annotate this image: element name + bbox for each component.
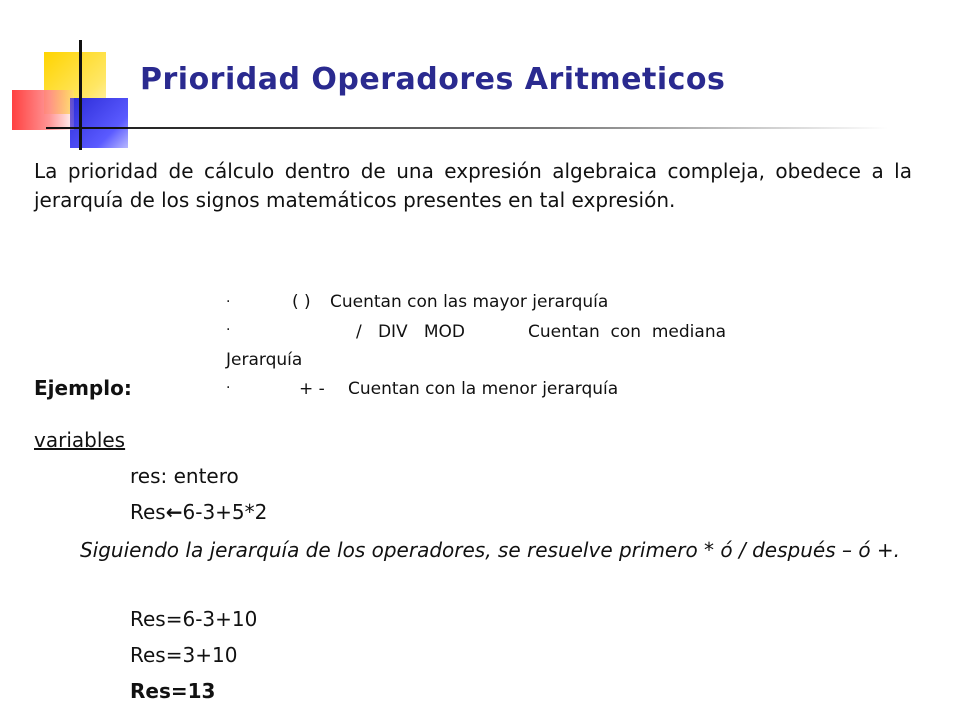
assignment-rhs: 6-3+5*2 <box>182 500 268 524</box>
logo-red-square <box>12 90 74 130</box>
rule-bullet: · <box>226 294 231 310</box>
rule-bullet: · <box>226 380 231 396</box>
rule-text: Cuentan con la menor jerarquía <box>348 379 619 399</box>
assignment-line <box>130 500 267 524</box>
step-line: Res=6-3+10 <box>130 607 258 631</box>
result-line: Res=13 <box>130 679 216 703</box>
rule-symbols: / DIV MOD <box>356 322 466 342</box>
rule-text: Cuentan con las mayor jerarquía <box>330 292 609 312</box>
step-line: Res=3+10 <box>130 643 238 667</box>
rule-text: Cuentan con mediana <box>528 322 727 342</box>
slide-title: Prioridad Operadores Aritmeticos <box>140 62 726 97</box>
explanation-note: Siguiendo la jerarquía de los operadores, se resuelve primero * ó / después – ó +. <box>79 538 901 562</box>
declaration-line: res: entero <box>130 464 239 488</box>
logo-vertical-line <box>79 40 82 150</box>
rule-symbols: ( ) <box>292 292 311 312</box>
rule-bullet: · <box>226 322 231 338</box>
intro-paragraph: La prioridad de cálculo dentro de una expresión algebraica compleja, obedece a la jerarquía de los signos matemáticos presentes en tal expresión. <box>34 159 912 212</box>
left-arrow-icon: ← <box>165 500 183 524</box>
example-label: Ejemplo: <box>34 376 132 400</box>
assignment-lhs: Res <box>130 500 166 524</box>
rule-symbols: + - <box>299 379 325 399</box>
title-underline-rule <box>128 127 888 129</box>
variables-label: variables <box>34 428 126 452</box>
rule-text-continuation: Jerarquía <box>226 350 303 370</box>
